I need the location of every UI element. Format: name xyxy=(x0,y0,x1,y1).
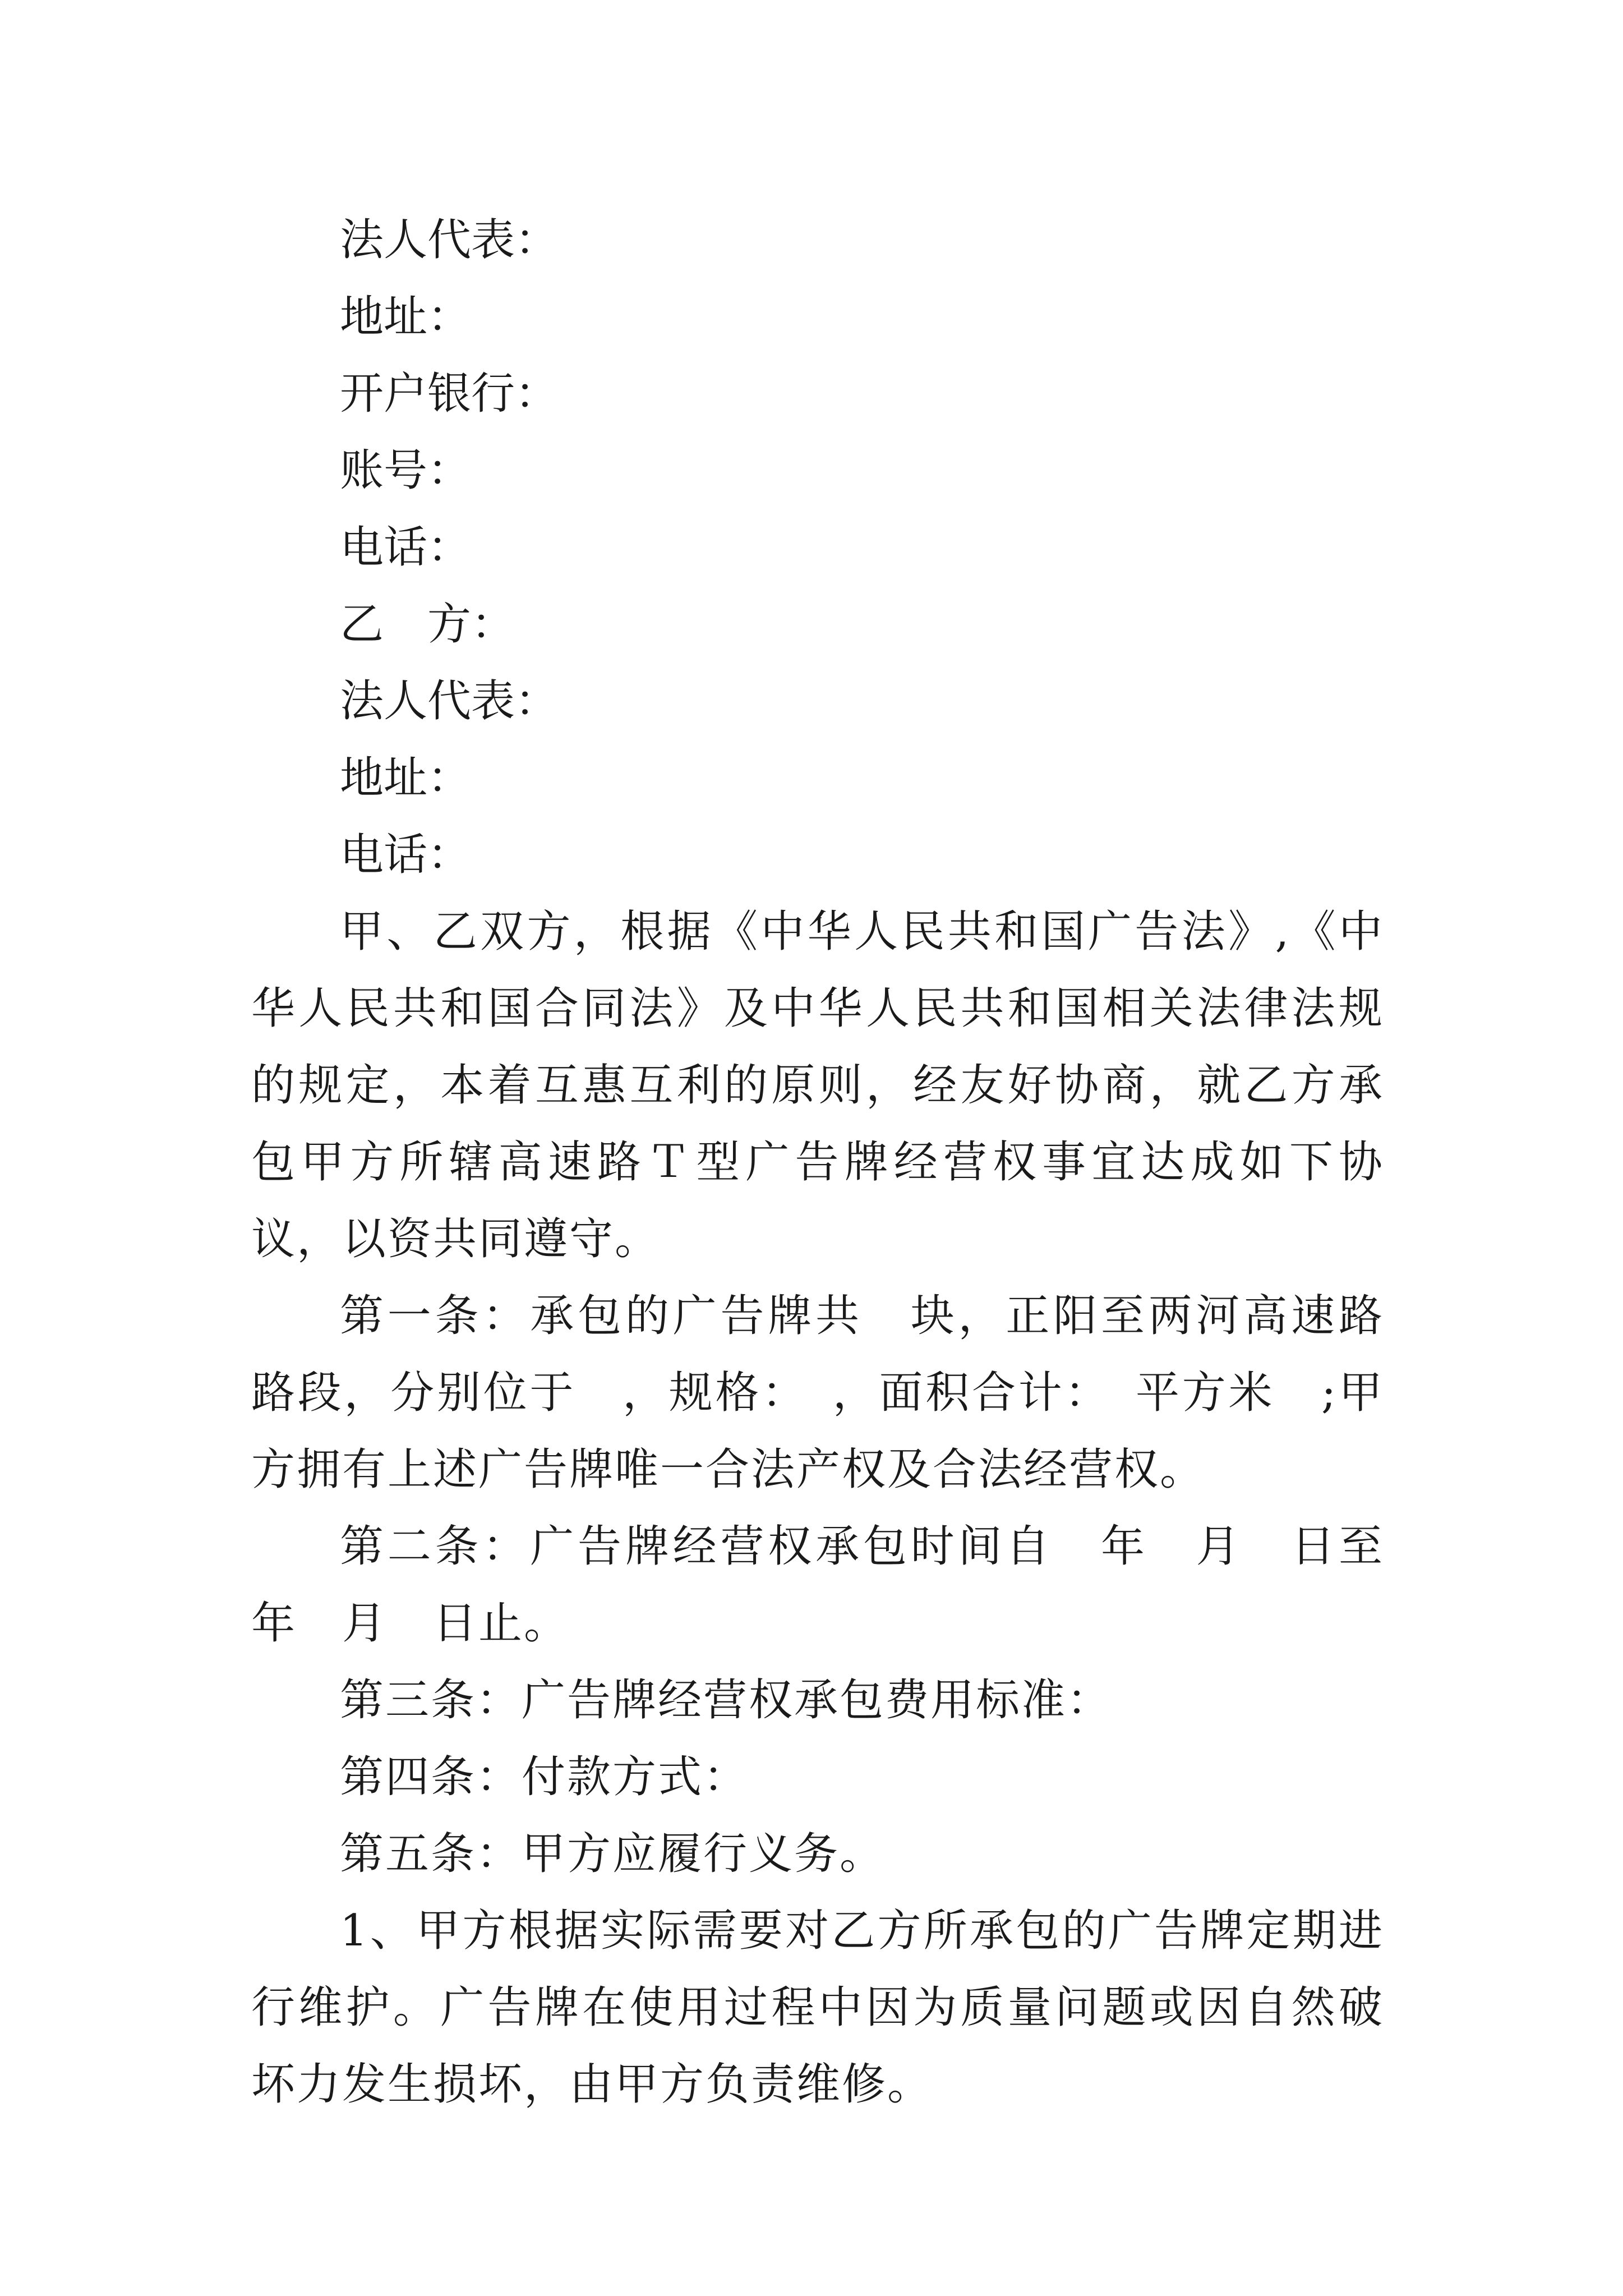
party-a-account: 账号： xyxy=(340,445,472,496)
party-a-bank: 开户银行： xyxy=(340,369,559,419)
article-5: 第五条：甲方应履行义务。 xyxy=(340,1829,886,1879)
party-b-legal-rep: 法人代表： xyxy=(340,676,559,726)
contract-page xyxy=(251,202,1430,2123)
party-a-phone: 电话： xyxy=(340,522,472,573)
party-a-legal-rep: 法人代表： xyxy=(340,215,559,265)
party-a-address: 地址： xyxy=(340,292,472,342)
party-b-phone: 电话： xyxy=(340,830,472,880)
party-b-address: 地址： xyxy=(340,753,472,803)
article-1: 第一条：承包的广告牌共 块，正阳至两河高速路路段，分别位于 ，规格： ，面积合计： 平方米 ;甲方拥有上述广告牌唯一合法产权及合法经营权。 xyxy=(251,1291,1384,1495)
article-3: 第三条：广告牌经营权承包费用标准： xyxy=(340,1675,1113,1726)
article-2: 第二条：广告牌经营权承包时间自 年 月 日至 年 月 日止。 xyxy=(251,1521,1430,1649)
intro-paragraph: 甲、乙双方，根据《中华人民共和国广告法》,《中华人民共和国合同法》及中华人民共和国相关法律法规的规定，本着互惠互利的原则，经友好协商，就乙方承包甲方所辖高速路Ｔ型广告牌经营权事宜达成如下协议，以资共同遵守。 xyxy=(251,907,1384,1264)
article-5-item-1: 1、甲方根据实际需要对乙方所承包的广告牌定期进行维护。广告牌在使用过程中因为质量问题或因自然破坏力发生损坏，由甲方负责维修。 xyxy=(251,1906,1384,2110)
article-4: 第四条：付款方式： xyxy=(340,1752,749,1802)
party-b-label: 乙 方： xyxy=(340,599,515,650)
